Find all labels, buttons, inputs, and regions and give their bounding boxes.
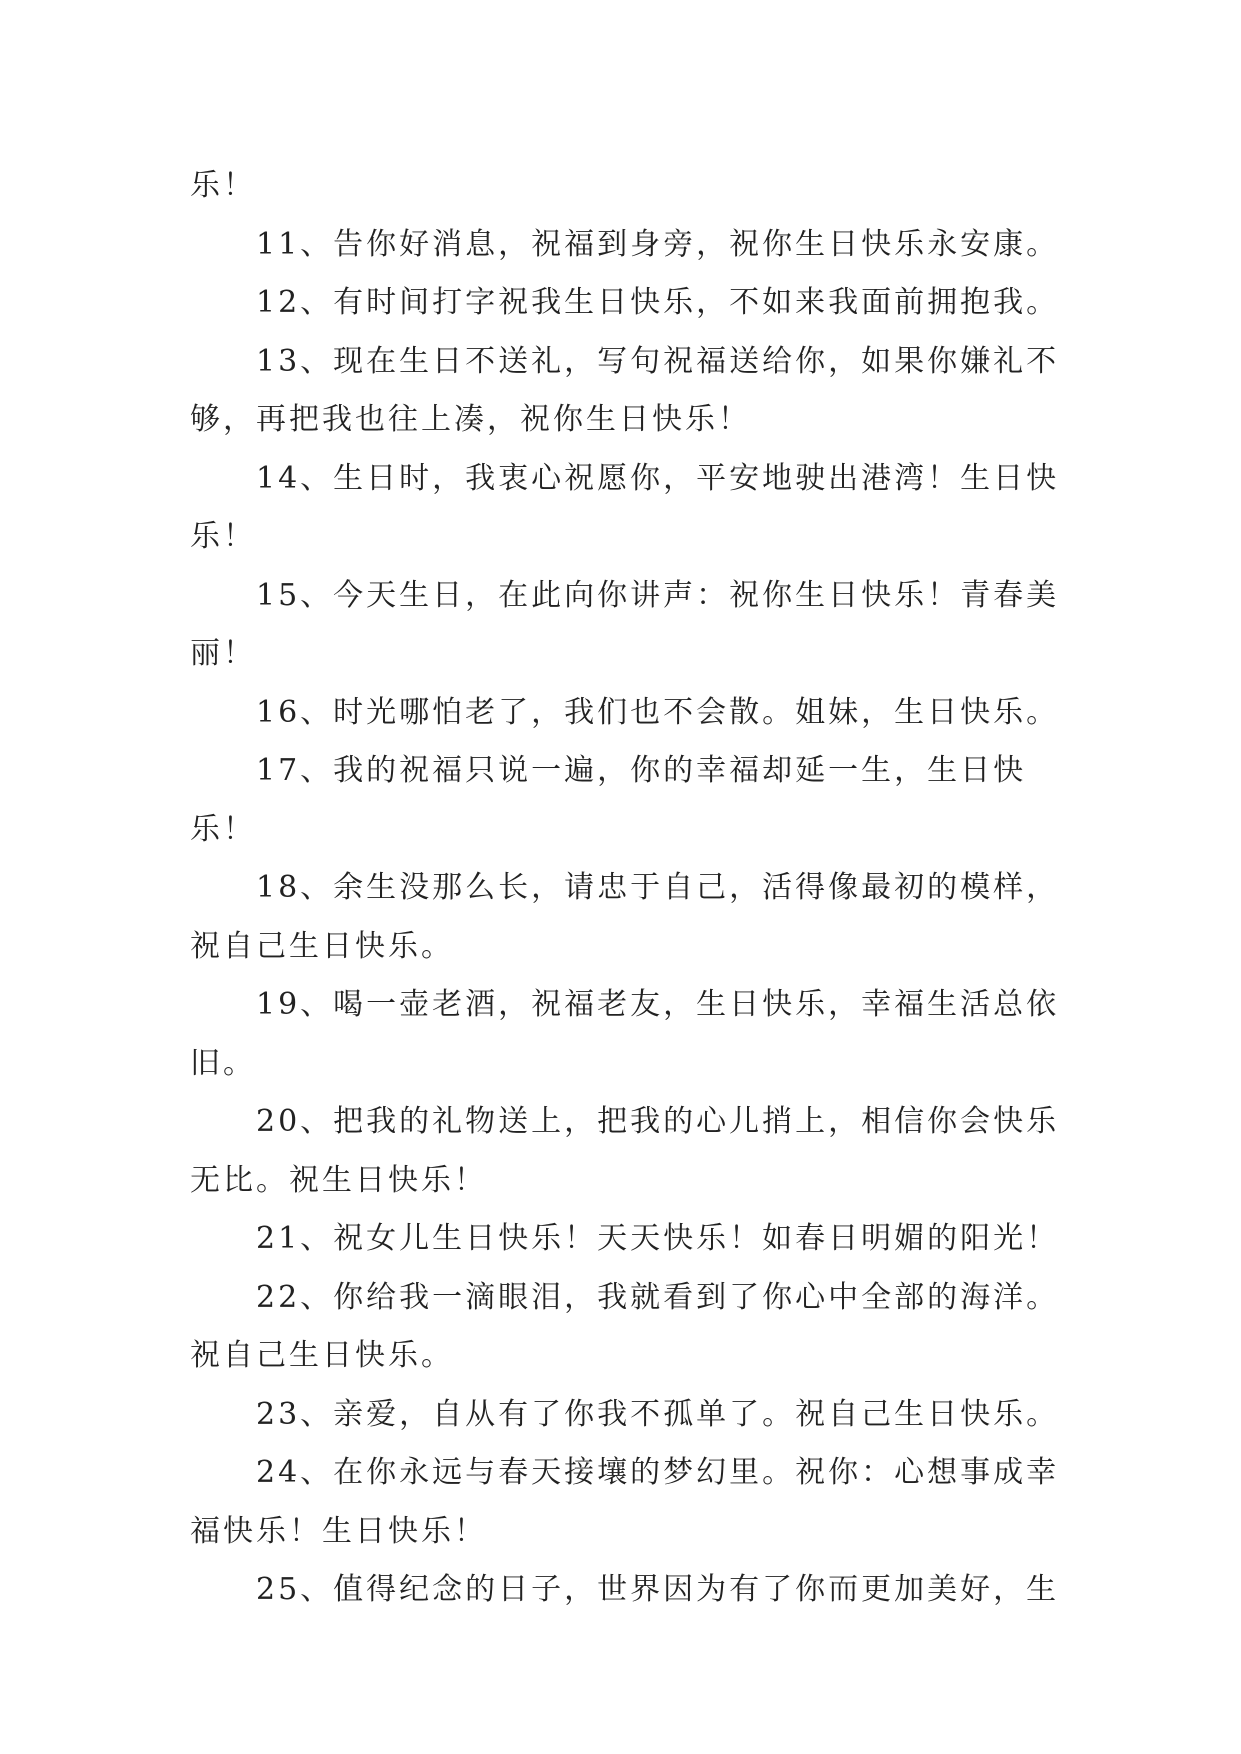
- paragraph-17: 17、我的祝福只说一遍，你的幸福却延一生，生日快乐！: [190, 753, 1027, 847]
- paragraph-22: 22、你给我一滴眼泪，我就看到了你心中全部的海洋。祝自己生日快乐。: [190, 1279, 1060, 1373]
- paragraph-15: 15、今天生日，在此向你讲声：祝你生日快乐！青春美丽！: [190, 577, 1060, 671]
- document-body: [190, 157, 1060, 1620]
- paragraph-11: 11、告你好消息，祝福到身旁，祝你生日快乐永安康。: [256, 226, 1060, 262]
- paragraph-25: 25、值得纪念的日子，世界因为有了你而更加美好，生: [256, 1572, 1060, 1607]
- paragraph-12: 12、有时间打字祝我生日快乐，不如来我面前拥抱我。: [256, 285, 1060, 320]
- paragraph-24: 24、在你永远与春天接壤的梦幻里。祝你：心想事成幸福快乐！生日快乐！: [190, 1455, 1060, 1549]
- paragraph-13: 13、现在生日不送礼，写句祝福送给你，如果你嫌礼不够，再把我也往上凑，祝你生日快乐！: [190, 343, 1060, 437]
- paragraph-16: 16、时光哪怕老了，我们也不会散。姐妹，生日快乐。: [256, 694, 1060, 730]
- paragraph-continuation: 乐！: [190, 168, 256, 203]
- paragraph-23: 23、亲爱，自从有了你我不孤单了。祝自己生日快乐。: [256, 1396, 1060, 1432]
- paragraph-18: 18、余生没那么长，请忠于自己，活得像最初的模样，祝自己生日快乐。: [190, 870, 1060, 964]
- paragraph-14: 14、生日时，我衷心祝愿你，平安地驶出港湾！生日快乐！: [190, 460, 1060, 554]
- paragraph-20: 20、把我的礼物送上，把我的心儿捎上，相信你会快乐无比。祝生日快乐！: [190, 1104, 1060, 1198]
- paragraph-21: 21、祝女儿生日快乐！天天快乐！如春日明媚的阳光！: [256, 1221, 1060, 1256]
- paragraph-19: 19、喝一壶老酒，祝福老友，生日快乐，幸福生活总依旧。: [190, 987, 1060, 1081]
